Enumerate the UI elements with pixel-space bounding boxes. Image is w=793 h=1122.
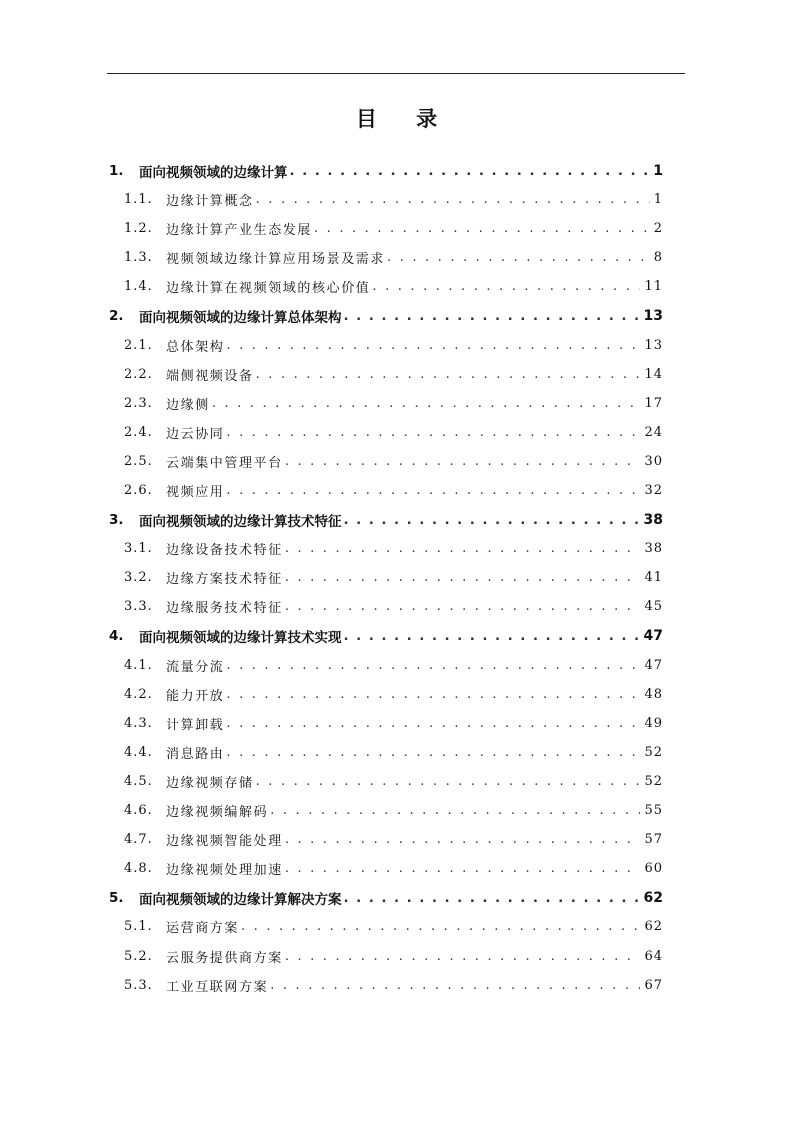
toc-section-entry[interactable] — [0, 534, 793, 563]
toc-entry-number: 2.4. — [124, 424, 153, 440]
toc-chapter-entry[interactable] — [0, 156, 793, 185]
toc-dot-leader — [285, 861, 641, 876]
toc-page-number: 57 — [644, 832, 663, 848]
toc-entry-title: 视频应用 — [166, 485, 225, 501]
toc-dot-leader — [212, 396, 641, 411]
toc-entry-number: 1.1. — [124, 192, 153, 208]
toc-entry-title: 面向视频领域的边缘计算技术特征 — [139, 513, 342, 530]
toc-section-entry[interactable] — [0, 796, 793, 825]
toc-page-number: 24 — [644, 424, 663, 440]
header-rule — [107, 73, 685, 74]
toc-page-number: 38 — [643, 511, 663, 528]
toc-entry-title: 消息路由 — [166, 746, 225, 762]
toc-section-entry[interactable] — [0, 912, 793, 941]
toc-dot-leader — [241, 919, 640, 934]
toc-dot-leader — [226, 425, 640, 440]
toc-dot-leader — [226, 745, 640, 760]
toc-entry-title: 边缘视频编解码 — [166, 805, 269, 821]
toc-page-number: 48 — [644, 686, 663, 702]
toc-entry-title: 边缘计算概念 — [166, 194, 254, 210]
toc-page-number: 30 — [644, 453, 663, 469]
toc-entry-title: 边缘侧 — [166, 397, 210, 413]
toc-section-entry[interactable] — [0, 592, 793, 621]
toc-entry-number: 2. — [109, 308, 124, 325]
toc-section-entry[interactable] — [0, 942, 793, 971]
toc-page-number: 1 — [653, 162, 663, 179]
toc-entry-number: 3.1. — [124, 541, 153, 557]
toc-page-number: 47 — [644, 657, 663, 673]
toc-chapter-entry[interactable] — [0, 505, 793, 534]
toc-section-entry[interactable] — [0, 214, 793, 243]
toc-section-entry[interactable] — [0, 418, 793, 447]
toc-section-entry[interactable] — [0, 651, 793, 680]
toc-section-entry[interactable] — [0, 243, 793, 272]
toc-dot-leader — [226, 716, 640, 731]
toc-dot-leader — [344, 512, 640, 528]
toc-entry-number: 1.2. — [124, 221, 153, 237]
toc-dot-leader — [226, 658, 640, 673]
toc-entry-title: 边缘方案技术特征 — [166, 572, 283, 588]
toc-entry-number: 4.1. — [124, 657, 153, 673]
toc-dot-leader — [285, 599, 641, 614]
toc-entry-title: 边缘视频处理加速 — [166, 863, 283, 879]
toc-section-entry[interactable] — [0, 272, 793, 301]
toc-dot-leader — [387, 250, 650, 265]
toc-section-entry[interactable] — [0, 680, 793, 709]
toc-entry-title: 端侧视频设备 — [166, 368, 254, 384]
toc-page-number: 13 — [644, 337, 663, 353]
toc-entry-title: 面向视频领域的边缘计算 — [139, 164, 288, 181]
toc-dot-leader — [314, 221, 650, 236]
toc-page-number: 62 — [643, 889, 663, 906]
toc-entry-title: 边缘计算在视频领域的核心价值 — [166, 281, 371, 297]
toc-page-number: 32 — [644, 483, 663, 499]
toc-section-entry[interactable] — [0, 825, 793, 854]
toc-page-number: 49 — [644, 715, 663, 731]
toc-entry-title: 流量分流 — [166, 659, 225, 675]
toc-page-number: 47 — [643, 628, 663, 645]
toc-page-number: 38 — [644, 541, 663, 557]
toc-section-entry[interactable] — [0, 447, 793, 476]
toc-entry-title: 面向视频领域的边缘计算技术实现 — [139, 630, 342, 647]
toc-title: 目 录 — [355, 107, 454, 131]
toc-page-number: 14 — [644, 366, 663, 382]
toc-entry-title: 视频领域边缘计算应用场景及需求 — [166, 252, 386, 268]
toc-entry-number: 3.3. — [124, 599, 153, 615]
toc-dot-leader — [256, 367, 641, 382]
toc-entry-number: 4.7. — [124, 832, 153, 848]
toc-entry-title: 能力开放 — [166, 688, 225, 704]
toc-chapter-entry[interactable] — [0, 622, 793, 651]
toc-entry-title: 云服务提供商方案 — [166, 950, 283, 966]
toc-page-number: 60 — [644, 861, 663, 877]
toc-dot-leader — [256, 192, 650, 207]
toc-entry-number: 3.2. — [124, 570, 153, 586]
toc-entry-title: 计算卸载 — [166, 717, 225, 733]
toc-page-number: 52 — [644, 774, 663, 790]
toc-entry-title: 边缘设备技术特征 — [166, 543, 283, 559]
toc-dot-leader — [285, 454, 641, 469]
toc-page-number: 13 — [643, 308, 663, 325]
toc-section-entry[interactable] — [0, 767, 793, 796]
toc-dot-leader — [270, 803, 640, 818]
toc-entry-number: 4.2. — [124, 686, 153, 702]
toc-dot-leader — [226, 338, 640, 353]
toc-entry-number: 4.6. — [124, 803, 153, 819]
toc-entry-title: 边缘计算产业生态发展 — [166, 223, 313, 239]
toc-page-number: 64 — [644, 948, 663, 964]
toc-entry-number: 1.3. — [124, 250, 153, 266]
toc-entry-number: 1.4. — [124, 279, 153, 295]
toc-list — [0, 156, 793, 1000]
toc-dot-leader — [226, 687, 640, 702]
toc-entry-title: 总体架构 — [166, 339, 225, 355]
toc-section-entry[interactable] — [0, 185, 793, 214]
toc-section-entry[interactable] — [0, 854, 793, 883]
toc-section-entry[interactable] — [0, 738, 793, 767]
toc-section-entry[interactable] — [0, 563, 793, 592]
toc-entry-title: 面向视频领域的边缘计算总体架构 — [139, 310, 342, 327]
toc-page-number: 55 — [644, 803, 663, 819]
toc-entry-title: 边云协同 — [166, 426, 225, 442]
toc-entry-number: 4.3. — [124, 715, 153, 731]
toc-entry-number: 4. — [109, 628, 124, 645]
toc-entry-title: 运营商方案 — [166, 921, 240, 937]
toc-chapter-entry[interactable] — [0, 301, 793, 330]
toc-dot-leader — [256, 774, 641, 789]
toc-dot-leader — [226, 483, 640, 498]
toc-page-number: 67 — [644, 977, 663, 993]
toc-entry-number: 1. — [109, 162, 124, 179]
toc-page-number: 11 — [644, 279, 663, 295]
toc-entry-title: 边缘服务技术特征 — [166, 601, 283, 617]
toc-entry-number: 2.1. — [124, 337, 153, 353]
toc-entry-number: 4.8. — [124, 861, 153, 877]
toc-dot-leader — [285, 570, 641, 585]
toc-entry-number: 2.2. — [124, 366, 153, 382]
toc-page-number: 52 — [644, 744, 663, 760]
toc-entry-number: 3. — [109, 511, 124, 528]
toc-section-entry[interactable] — [0, 331, 793, 360]
toc-page-number: 1 — [653, 192, 663, 208]
toc-chapter-entry[interactable] — [0, 883, 793, 912]
toc-dot-leader — [285, 541, 641, 556]
toc-page-number: 8 — [653, 250, 663, 266]
toc-page-number: 41 — [644, 570, 663, 586]
toc-entry-number: 5.1. — [124, 919, 153, 935]
toc-entry-number: 4.5. — [124, 774, 153, 790]
toc-entry-title: 工业互联网方案 — [166, 979, 269, 995]
toc-dot-leader — [372, 279, 640, 294]
toc-section-entry[interactable] — [0, 389, 793, 418]
toc-entry-number: 5. — [109, 889, 124, 906]
toc-entry-title: 面向视频领域的边缘计算解决方案 — [139, 891, 342, 908]
toc-dot-leader — [344, 308, 640, 324]
toc-dot-leader — [270, 978, 640, 993]
toc-page-number: 2 — [653, 221, 663, 237]
toc-dot-leader — [344, 890, 640, 906]
toc-entry-number: 2.6. — [124, 483, 153, 499]
toc-page-number: 62 — [644, 919, 663, 935]
toc-entry-number: 5.2. — [124, 948, 153, 964]
toc-section-entry[interactable] — [0, 360, 793, 389]
toc-dot-leader — [285, 949, 641, 964]
toc-entry-number: 5.3. — [124, 977, 153, 993]
toc-section-entry[interactable] — [0, 709, 793, 738]
toc-dot-leader — [285, 832, 641, 847]
toc-page-number: 17 — [644, 395, 663, 411]
toc-entry-number: 4.4. — [124, 744, 153, 760]
toc-dot-leader — [290, 163, 650, 179]
toc-entry-title: 云端集中管理平台 — [166, 455, 283, 471]
toc-entry-title: 边缘视频智能处理 — [166, 834, 283, 850]
toc-section-entry[interactable] — [0, 971, 793, 1000]
toc-entry-number: 2.3. — [124, 395, 153, 411]
toc-section-entry[interactable] — [0, 476, 793, 505]
toc-dot-leader — [344, 628, 640, 644]
toc-page-number: 45 — [644, 599, 663, 615]
toc-entry-title: 边缘视频存储 — [166, 776, 254, 792]
toc-entry-number: 2.5. — [124, 453, 153, 469]
